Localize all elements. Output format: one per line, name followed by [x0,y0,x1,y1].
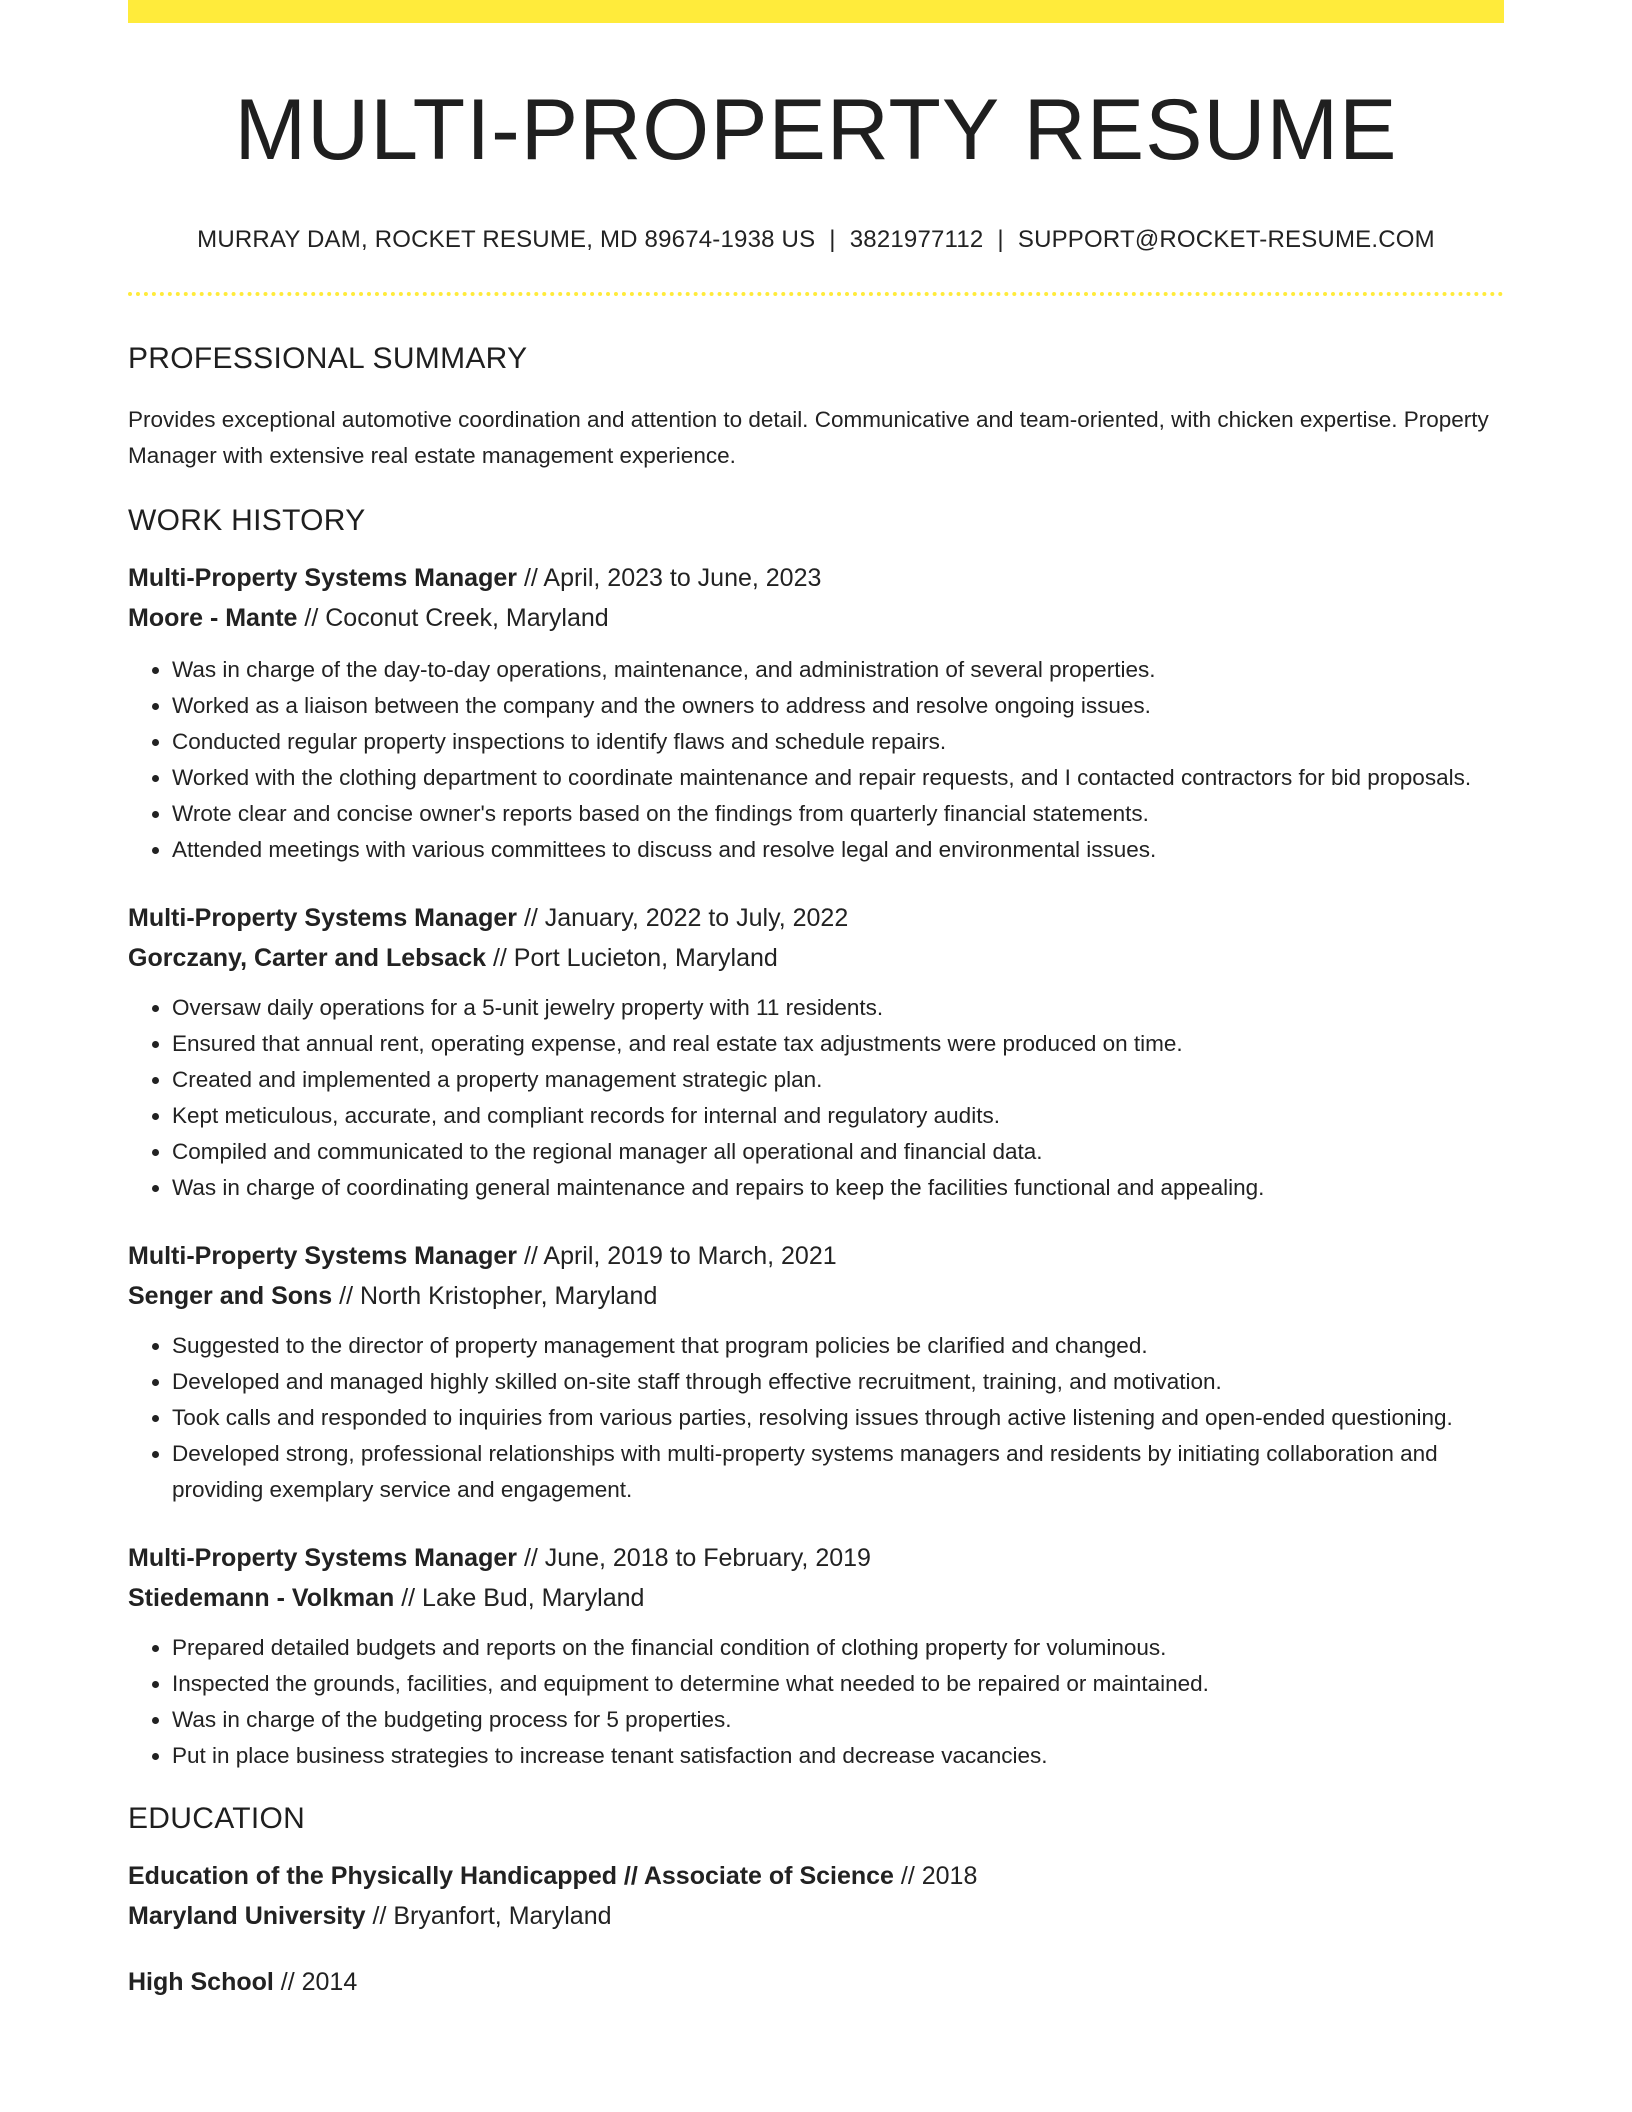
job-bullet: • Worked as a liaison between the company and the owners to address and resolve ongoing issues. [172,688,1504,724]
job-bullet: • Suggested to the director of property management that program policies be clarified and changed. [172,1328,1504,1364]
education-degree: Education of the Physically Handicapped // Associate of Science [128,1862,894,1891]
job-company: Senger and Sons [128,1282,333,1311]
resume-page [128,0,1504,2002]
education-school: Maryland University [128,1902,366,1931]
education-location: // Bryanfort, Maryland [365,1902,612,1931]
job-bullet: • Created and implemented a property management strategic plan. [172,1062,1504,1098]
work-history-heading: WORK HISTORY [128,504,366,538]
job-location: // Lake Bud, Maryland [394,1584,645,1613]
job-dates: // June, 2018 to February, 2019 [517,1544,871,1573]
job-title: Multi-Property Systems Manager [128,1242,517,1271]
job-bullet: • Was in charge of coordinating general maintenance and repairs to keep the facilities functional and appealing. [172,1170,1504,1206]
job-dates: // April, 2019 to March, 2021 [517,1242,837,1271]
dotted-divider [128,292,1504,296]
job-title: Multi-Property Systems Manager [128,1544,517,1573]
job-dates: // April, 2023 to June, 2023 [517,564,822,593]
education-entry [128,1962,1504,2002]
job-title-line [128,1538,1504,1578]
job-company-line [128,1276,1504,1316]
job-company: Moore - Mante [128,604,298,633]
job-bullet: • Prepared detailed budgets and reports on the financial condition of clothing property for voluminous. [172,1630,1504,1666]
education-entry [128,1856,1504,1936]
job-bullets [128,652,1504,868]
job-entry [128,1236,1504,1508]
contact-email: SUPPORT@ROCKET-RESUME.COM [1017,226,1435,254]
job-title: Multi-Property Systems Manager [128,904,517,933]
summary-heading: PROFESSIONAL SUMMARY [128,342,528,376]
contact-line [128,226,1504,254]
job-bullet: • Took calls and responded to inquiries from various parties, resolving issues through active listening and open-ended questioning. [172,1400,1504,1436]
job-entry [128,1538,1504,1774]
education-year: // 2018 [893,1862,978,1891]
contact-separator: | [997,226,1004,254]
education-degree: High School [128,1968,274,1997]
summary-text: Provides exceptional automotive coordination and attention to detail. Communicative and team-oriented, with chicken expertise. Property Manager with extensive real estate management experience. [128,407,1489,469]
job-entry [128,898,1504,1206]
education-degree-line [128,1856,1504,1896]
job-dates: // January, 2022 to July, 2022 [517,904,849,933]
job-bullet: • Developed and managed highly skilled on-site staff through effective recruitment, training, and motivation. [172,1364,1504,1400]
job-bullet: • Wrote clear and concise owner's reports based on the findings from quarterly financial statements. [172,796,1504,832]
job-company: Stiedemann - Volkman [128,1584,395,1613]
job-bullet: • Ensured that annual rent, operating expense, and real estate tax adjustments were produced on time. [172,1026,1504,1062]
job-title-line [128,558,1504,598]
contact-separator: | [829,226,836,254]
job-bullet: • Was in charge of the budgeting process for 5 properties. [172,1702,1504,1738]
contact-phone: 3821977112 [849,226,984,254]
job-bullets [128,1630,1504,1774]
job-bullet: • Kept meticulous, accurate, and compliant records for internal and regulatory audits. [172,1098,1504,1134]
job-bullets [128,1328,1504,1508]
job-bullet: • Attended meetings with various committees to discuss and resolve legal and environmental issues. [172,832,1504,868]
job-location: // Port Lucieton, Maryland [486,944,778,973]
resume-title: MULTI-PROPERTY RESUME [234,82,1398,178]
job-location: // Coconut Creek, Maryland [297,604,609,633]
job-bullet: • Was in charge of the day-to-day operations, maintenance, and administration of several properties. [172,652,1504,688]
job-bullet: • Worked with the clothing department to coordinate maintenance and repair requests, and I contacted contractors for bid proposals. [172,760,1504,796]
education-year: // 2014 [273,1968,358,1997]
job-title: Multi-Property Systems Manager [128,564,517,593]
job-bullet: • Conducted regular property inspections to identify flaws and schedule repairs. [172,724,1504,760]
job-bullet: • Inspected the grounds, facilities, and equipment to determine what needed to be repaired or maintained. [172,1666,1504,1702]
education-degree-line [128,1962,1504,2002]
education-school-line [128,1896,1504,1936]
contact-address: MURRAY DAM, ROCKET RESUME, MD 89674-1938 US [197,226,816,254]
job-location: // North Kristopher, Maryland [332,1282,658,1311]
job-entry [128,558,1504,868]
job-company: Gorczany, Carter and Lebsack [128,944,487,973]
job-bullet: • Developed strong, professional relationships with multi-property systems managers and residents by initiating collaboration and providing exemplary service and engagement. [172,1436,1504,1508]
job-bullet: • Compiled and communicated to the regional manager all operational and financial data. [172,1134,1504,1170]
job-company-line [128,598,1504,638]
top-accent-bar [128,0,1504,23]
job-title-line [128,1236,1504,1276]
education-heading: EDUCATION [128,1802,306,1836]
job-company-line [128,938,1504,978]
job-bullets [128,990,1504,1206]
job-bullet: • Oversaw daily operations for a 5-unit jewelry property with 11 residents. [172,990,1504,1026]
job-title-line [128,898,1504,938]
job-company-line [128,1578,1504,1618]
job-bullet: • Put in place business strategies to increase tenant satisfaction and decrease vacancies. [172,1738,1504,1774]
